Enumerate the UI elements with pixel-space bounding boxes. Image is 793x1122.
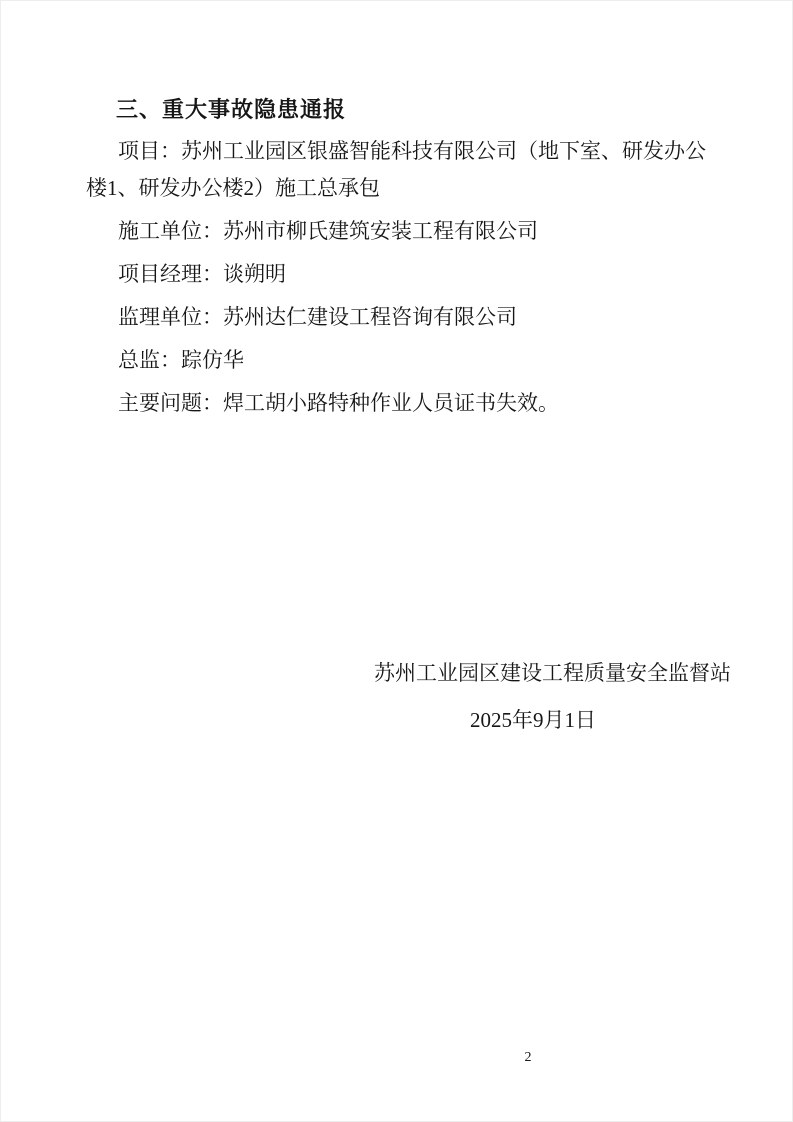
paragraph-construction-unit: 施工单位：苏州市柳氏建筑安装工程有限公司 xyxy=(118,219,538,243)
paragraph-chief-supervisor: 总监：踪仿华 xyxy=(118,348,244,372)
paragraph-supervision-unit: 监理单位：苏州达仁建设工程咨询有限公司 xyxy=(118,305,517,329)
paragraph-project-manager: 项目经理：谈朔明 xyxy=(118,262,286,286)
page-number: 2 xyxy=(524,1050,532,1065)
signature-organization: 苏州工业园区建设工程质量安全监督站 xyxy=(374,661,731,685)
document-body xyxy=(86,91,731,739)
paragraph-project: 项目：苏州工业园区银盛智能科技有限公司（地下室、研发办公楼1、研发办公楼2）施工总承包 xyxy=(86,139,706,200)
section-heading: 三、重大事故隐患通报 xyxy=(116,97,347,122)
signature-date: 2025年9月1日 xyxy=(470,708,596,732)
paragraph-main-issue: 主要问题：焊工胡小路特种作业人员证书失效。 xyxy=(118,391,559,415)
